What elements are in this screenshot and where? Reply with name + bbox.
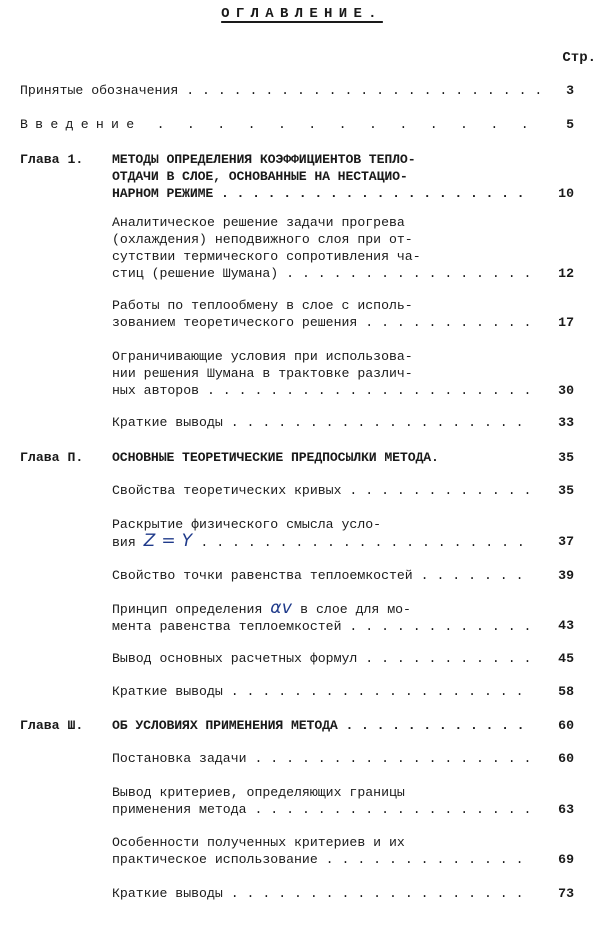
toc-entry-text: Раскрытие физического смысла усло-	[112, 517, 382, 532]
page-column-label: Стр.	[562, 50, 596, 66]
toc-entry-page: 5	[566, 117, 574, 132]
toc-entry-text: Свойство точки равенства теплоемкостей . . .	[112, 567, 532, 584]
toc-entry-page: 39	[558, 568, 574, 583]
toc-entry-text: ОСНОВНЫЕ ТЕОРЕТИЧЕСКИЕ ПРЕДПОСЫЛКИ МЕТОДА.	[112, 450, 439, 465]
toc-entry-page: 17	[558, 315, 574, 330]
toc-entry-text: Принцип определения	[112, 602, 263, 617]
toc-entry-page: 60	[558, 718, 574, 733]
toc-entry-text: зованием теоретического решения . . .	[112, 314, 532, 331]
toc-entry-text: Краткие выводы . . .	[112, 683, 532, 700]
toc-entry-text: Вывод критериев, определяющих границы	[112, 785, 405, 800]
toc-entry-text: Принятые обозначения . . .	[20, 82, 550, 99]
toc-entry-text: в слое для мо-	[300, 602, 411, 617]
toc-entry-text: вия	[112, 535, 136, 550]
toc-entry-text: Введение . . .	[20, 116, 550, 133]
toc-entry-text: Свойства теоретических кривых . . .	[112, 482, 532, 499]
toc-entry-page: 35	[558, 450, 574, 465]
handwritten-symbol: αv	[270, 600, 293, 618]
toc-entry-text: МЕТОДЫ ОПРЕДЕЛЕНИЯ КОЭФФИЦИЕНТОВ ТЕПЛО-	[112, 152, 416, 167]
toc-entry-text: Вывод основных расчетных формул . . .	[112, 650, 532, 667]
toc-entry-text: ных авторов . . .	[112, 382, 532, 399]
chapter-label: Глава 1.	[20, 152, 84, 167]
toc-entry-text: Работы по теплообмену в слое с исполь-	[112, 298, 413, 313]
toc-entry-page: 33	[558, 415, 574, 430]
toc-entry-page: 73	[558, 886, 574, 901]
toc-entry-text: нии решения Шумана в трактовке различ-	[112, 366, 413, 381]
toc-entry-text: Краткие выводы . . .	[112, 414, 532, 431]
toc-entry-text: ОТДАЧИ В СЛОЕ, ОСНОВАННЫЕ НА НЕСТАЦИО-	[112, 169, 408, 184]
toc-entry-page: 45	[558, 651, 574, 666]
toc-entry-text: Аналитическое решение задачи прогрева	[112, 215, 405, 230]
handwritten-formula: Z = Y	[143, 533, 193, 551]
toc-title-text: ОГЛАВЛЕНИЕ.	[221, 6, 383, 22]
toc-entry-text: Ограничивающие условия при использова-	[112, 349, 413, 364]
toc-entry-text: практическое использование . . .	[112, 851, 532, 868]
toc-entry-page: 35	[558, 483, 574, 498]
toc-entry-page: 69	[558, 852, 574, 867]
toc-entry-text: Особенности полученных критериев и их	[112, 835, 405, 850]
toc-entry-page: 30	[558, 383, 574, 398]
toc-entry-page: 3	[566, 83, 574, 98]
toc-entry-text: применения метода . . .	[112, 801, 532, 818]
toc-entry-page: 60	[558, 751, 574, 766]
toc-entry-page: 10	[558, 186, 574, 201]
chapter-label: Глава П.	[20, 450, 84, 465]
toc-entry-text: (охлаждения) неподвижного слоя при от-	[112, 232, 413, 247]
toc-entry-page: 43	[558, 618, 574, 633]
chapter-label: Глава Ш.	[20, 718, 84, 733]
toc-entry-text: мента равенства теплоемкостей . . .	[112, 618, 532, 635]
toc-entry-text: стиц (решение Шумана) . . .	[112, 265, 532, 282]
toc-entry-text: Постановка задачи . . .	[112, 750, 532, 767]
toc-title	[0, 6, 604, 22]
toc-entry-text: Краткие выводы . . .	[112, 885, 532, 902]
toc-entry-text: НАРНОМ РЕЖИМЕ . . .	[112, 185, 532, 202]
toc-entry-text: ОБ УСЛОВИЯХ ПРИМЕНЕНИЯ МЕТОДА . . .	[112, 717, 532, 734]
toc-entry-page: 63	[558, 802, 574, 817]
toc-entry-page: 37	[558, 534, 574, 549]
toc-entry-page: 12	[558, 266, 574, 281]
toc-entry-text: сутствии термического сопротивления ча-	[112, 249, 421, 264]
toc-entry-page: 58	[558, 684, 574, 699]
